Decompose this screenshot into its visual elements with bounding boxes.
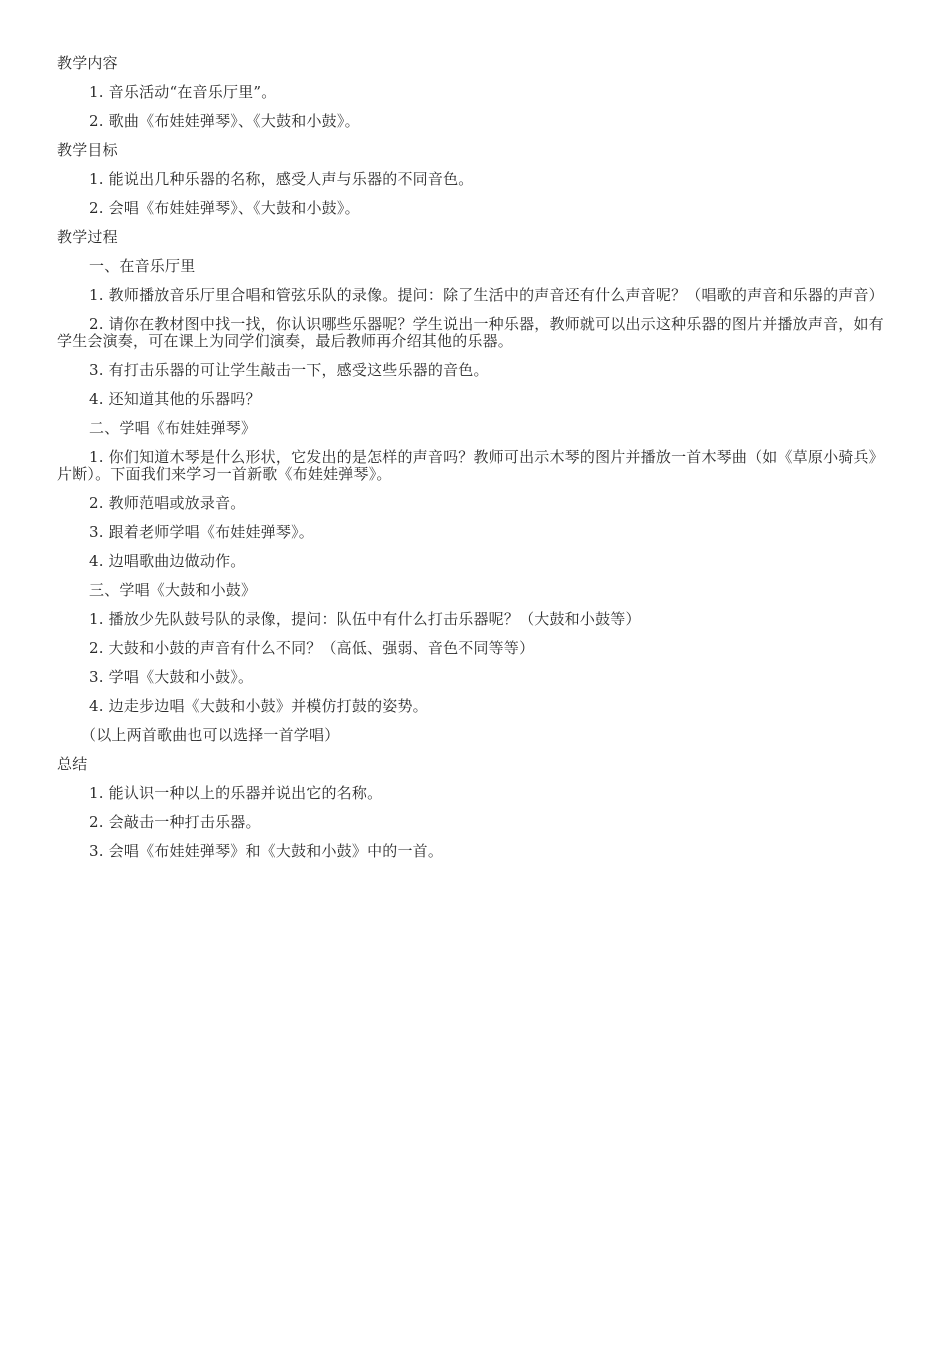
list-item: 2. 大鼓和小鼓的声音有什么不同？（高低、强弱、音色不同等等） <box>89 639 535 657</box>
list-item: 4. 边唱歌曲边做动作。 <box>89 552 246 570</box>
list-item: 1. 能认识一种以上的乐器并说出它的名称。 <box>89 784 383 802</box>
list-item: 1. 教师播放音乐厅里合唱和管弦乐队的录像。提问：除了生活中的声音还有什么声音呢？（唱歌的声音和乐器的声音） <box>89 286 884 304</box>
subsection-heading: 三、学唱《大鼓和小鼓》 <box>89 581 257 599</box>
subsection-heading: 二、学唱《布娃娃弹琴》 <box>89 419 257 437</box>
section-heading: 教学内容 <box>57 54 118 72</box>
section-heading: 教学目标 <box>57 141 118 159</box>
list-item: 1. 音乐活动“在音乐厅里”。 <box>89 83 277 101</box>
list-item: 1. 播放少先队鼓号队的录像，提问：队伍中有什么打击乐器呢？（大鼓和小鼓等） <box>89 610 641 628</box>
list-item: 2. 歌曲《布娃娃弹琴》、《大鼓和小鼓》。 <box>89 112 360 130</box>
list-item: 2. 会唱《布娃娃弹琴》、《大鼓和小鼓》。 <box>89 199 360 217</box>
lesson-plan-document <box>57 55 897 872</box>
list-item: 1. 你们知道木琴是什么形状，它发出的是怎样的声音吗？教师可出示木琴的图片并播放一首木琴曲（如《草原小骑兵》片断）。下面我们来学习一首新歌《布娃娃弹琴》。 <box>57 448 884 483</box>
list-item: 2. 会敲击一种打击乐器。 <box>89 813 261 831</box>
list-item: 4. 还知道其他的乐器吗？ <box>89 390 261 408</box>
list-item: 3. 会唱《布娃娃弹琴》和《大鼓和小鼓》中的一首。 <box>89 842 444 860</box>
section-process <box>57 229 897 744</box>
list-item: 1. 能说出几种乐器的名称，感受人声与乐器的不同音色。 <box>89 170 474 188</box>
section-summary <box>57 756 897 860</box>
subsection-heading: 一、在音乐厅里 <box>89 257 196 275</box>
list-item: 3. 跟着老师学唱《布娃娃弹琴》。 <box>89 523 314 541</box>
list-item: 2. 请你在教材图中找一找，你认识哪些乐器呢？学生说出一种乐器，教师就可以出示这种乐器的图片并播放声音，如有学生会演奏，可在课上为同学们演奏，最后教师再介绍其他的乐器。 <box>57 315 884 350</box>
section-objectives <box>57 142 897 217</box>
list-item: 4. 边走步边唱《大鼓和小鼓》并模仿打鼓的姿势。 <box>89 697 428 715</box>
list-item: 3. 学唱《大鼓和小鼓》。 <box>89 668 254 686</box>
section-note: （以上两首歌曲也可以选择一首学唱） <box>81 726 340 744</box>
section-content <box>57 55 897 130</box>
list-item: 3. 有打击乐器的可让学生敲击一下，感受这些乐器的音色。 <box>89 361 489 379</box>
section-heading: 总结 <box>57 755 88 773</box>
section-heading: 教学过程 <box>57 228 118 246</box>
list-item: 2. 教师范唱或放录音。 <box>89 494 246 512</box>
